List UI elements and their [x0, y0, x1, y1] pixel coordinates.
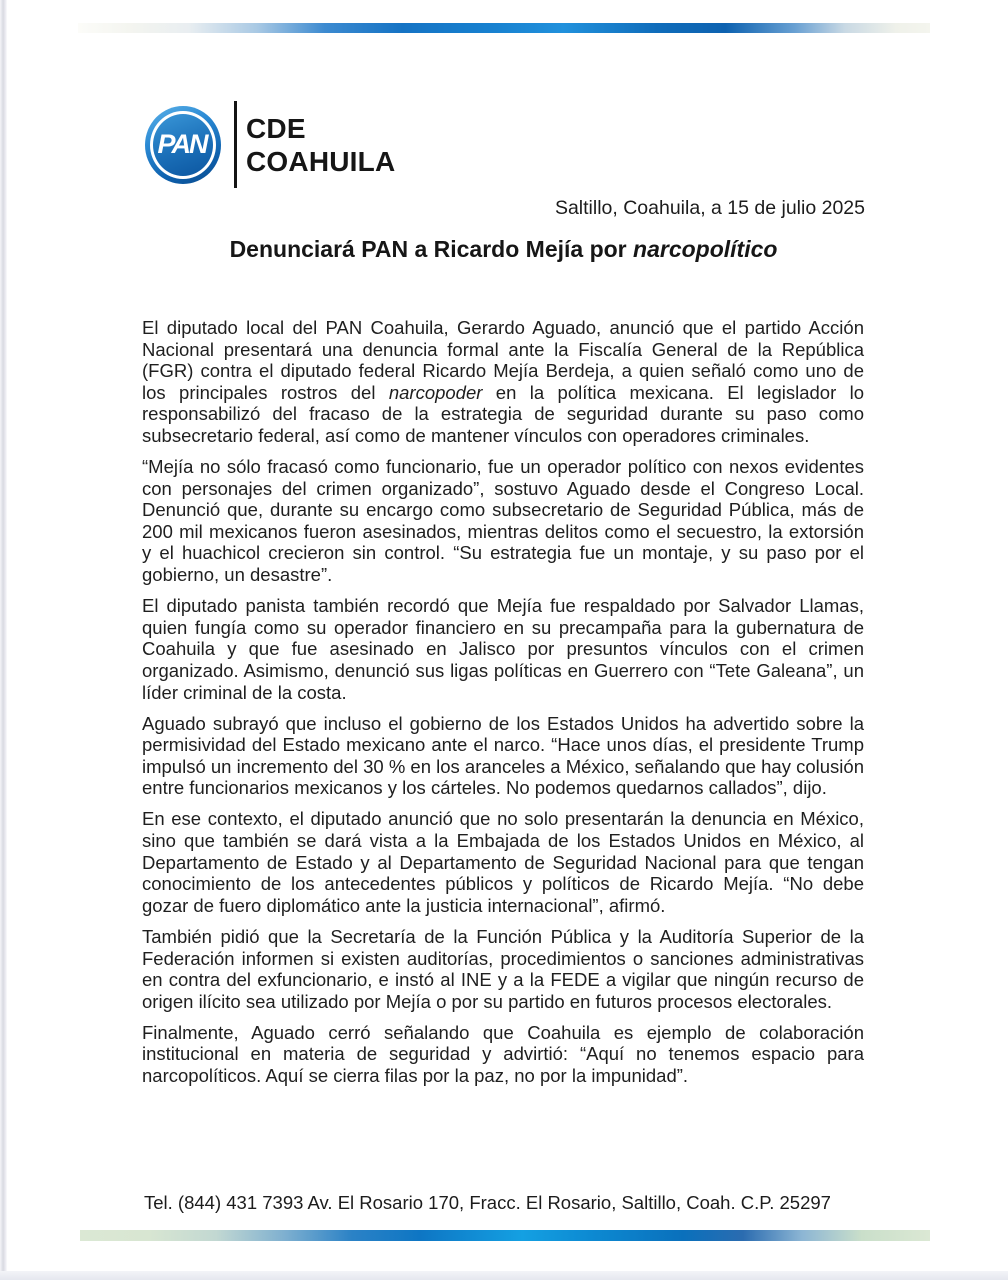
pan-logo-acronym: PAN — [157, 129, 207, 159]
document-title-text: Denunciará PAN a Ricardo Mejía por — [229, 236, 634, 262]
paragraph-2 — [142, 456, 864, 586]
paragraph-5 — [142, 808, 864, 916]
org-name-line2: COAHUILA — [246, 145, 396, 177]
paragraph-3-text: El diputado panista también recordó que Mejía fue respaldado por Salvador Llamas, quien fungía como su operador financiero en su precampaña para la gubernatura de Coahuila y que fue asesinado en Jalisco por presuntos vínculos con el crimen organizado. Asimismo, denunció sus ligas políticas en Guerrero con “Tete Galeana”, un líder criminal de la costa. — [142, 595, 864, 703]
document-title-italic-term: narcopolítico — [633, 236, 778, 262]
paragraph-7 — [142, 1022, 864, 1087]
pan-logo — [145, 106, 221, 184]
paragraph-1-text-cont: en la política mexicana. El legislador lo responsabilizó del fracaso de la estrategia de seguridad durante su paso como subsecretario federal, así como de mantener vínculos con operadores criminales. — [142, 381, 865, 446]
paragraph-5-text: En ese contexto, el diputado anunció que no solo presentarán la denuncia en México, sino que también se dará vista a la Embajada de los Estados Unidos en México, al Departamento de Estado y al Departamento de Seguridad Nacional para que tengan conocimiento de los antecedentes públicos y políticos de Ricardo Mejía. “No debe gozar de fuero diplomático ante la justicia internacional”, afirmó. — [142, 808, 864, 916]
bottom-gradient-bar — [80, 1230, 930, 1241]
paragraph-1 — [142, 317, 864, 447]
document-body — [142, 317, 864, 1096]
paragraph-7-text: Finalmente, Aguado cerró señalando que Coahuila es ejemplo de colaboración institucional en materia de seguridad y advirtió: “Aquí no tenemos espacio para narcopolíticos. Aquí se cierra filas por la paz, no por la impunidad”. — [142, 1021, 864, 1086]
pan-logo-inner-ring — [150, 111, 216, 179]
paragraph-4 — [142, 713, 864, 799]
paragraph-4-text: Aguado subrayó que incluso el gobierno de los Estados Unidos ha advertido sobre la permisividad del Estado mexicano ante el narco. “Hace unos días, el presidente Trump impulsó un incremento del 30 % en los aranceles a México, señalando que hay colusión entre funcionarios mexicanos y los cárteles. No podemos quedarnos callados”, dijo. — [142, 712, 864, 799]
top-gradient-bar — [78, 23, 930, 33]
paragraph-1-text: El diputado local del PAN Coahuila, Gerardo Aguado, anunció que el partido Acción Nacional presentará una denuncia formal ante la Fiscalía General de la República (FGR) contra el diputado federal Ricardo Mejía Berdeja, a quien señaló como uno de los principales rostros del — [142, 317, 864, 403]
paragraph-2-text: “Mejía no sólo fracasó como funcionario, fue un operador político con nexos evidentes con personajes del crimen organizado”, sostuvo Aguado desde el Congreso Local. Denunció que, durante su encargo como subsecretario de Seguridad Pública, más de 200 mil mexicanos fueron asesinados, mientras delitos como el secuestro, la extorsión y el huachicol crecieron sin control. “Su estrategia fue un montaje, y su paso por el gobierno, un desastre”. — [142, 456, 864, 586]
paragraph-1-italic-term: narcopoder — [388, 381, 483, 403]
letterhead — [145, 101, 395, 188]
paragraph-6-text: También pidió que la Secretaría de la Función Pública y la Auditoría Superior de la Federación informen si existen auditorías, procedimientos o sanciones administrativas en contra del exfuncionario, e instó al INE y a la FEDE a vigilar que ningún recurso de origen ilícito sea utilizado por Mejía o por su partido en futuros procesos electorales. — [142, 925, 864, 1012]
logo-divider — [234, 101, 237, 188]
paragraph-3 — [142, 595, 864, 703]
dateline: Saltillo, Coahuila, a 15 de julio 2025 — [554, 197, 865, 219]
page-bottom-edge — [0, 1271, 1008, 1280]
footer-contact: Tel. (844) 431 7393 Av. El Rosario 170, Fracc. El Rosario, Saltillo, Coah. C.P. 25297 — [144, 1192, 831, 1213]
org-name — [246, 112, 395, 178]
document-title — [142, 236, 865, 263]
page-left-edge — [0, 0, 7, 1280]
org-name-line1: CDE — [246, 112, 306, 144]
paragraph-6 — [142, 926, 864, 1012]
